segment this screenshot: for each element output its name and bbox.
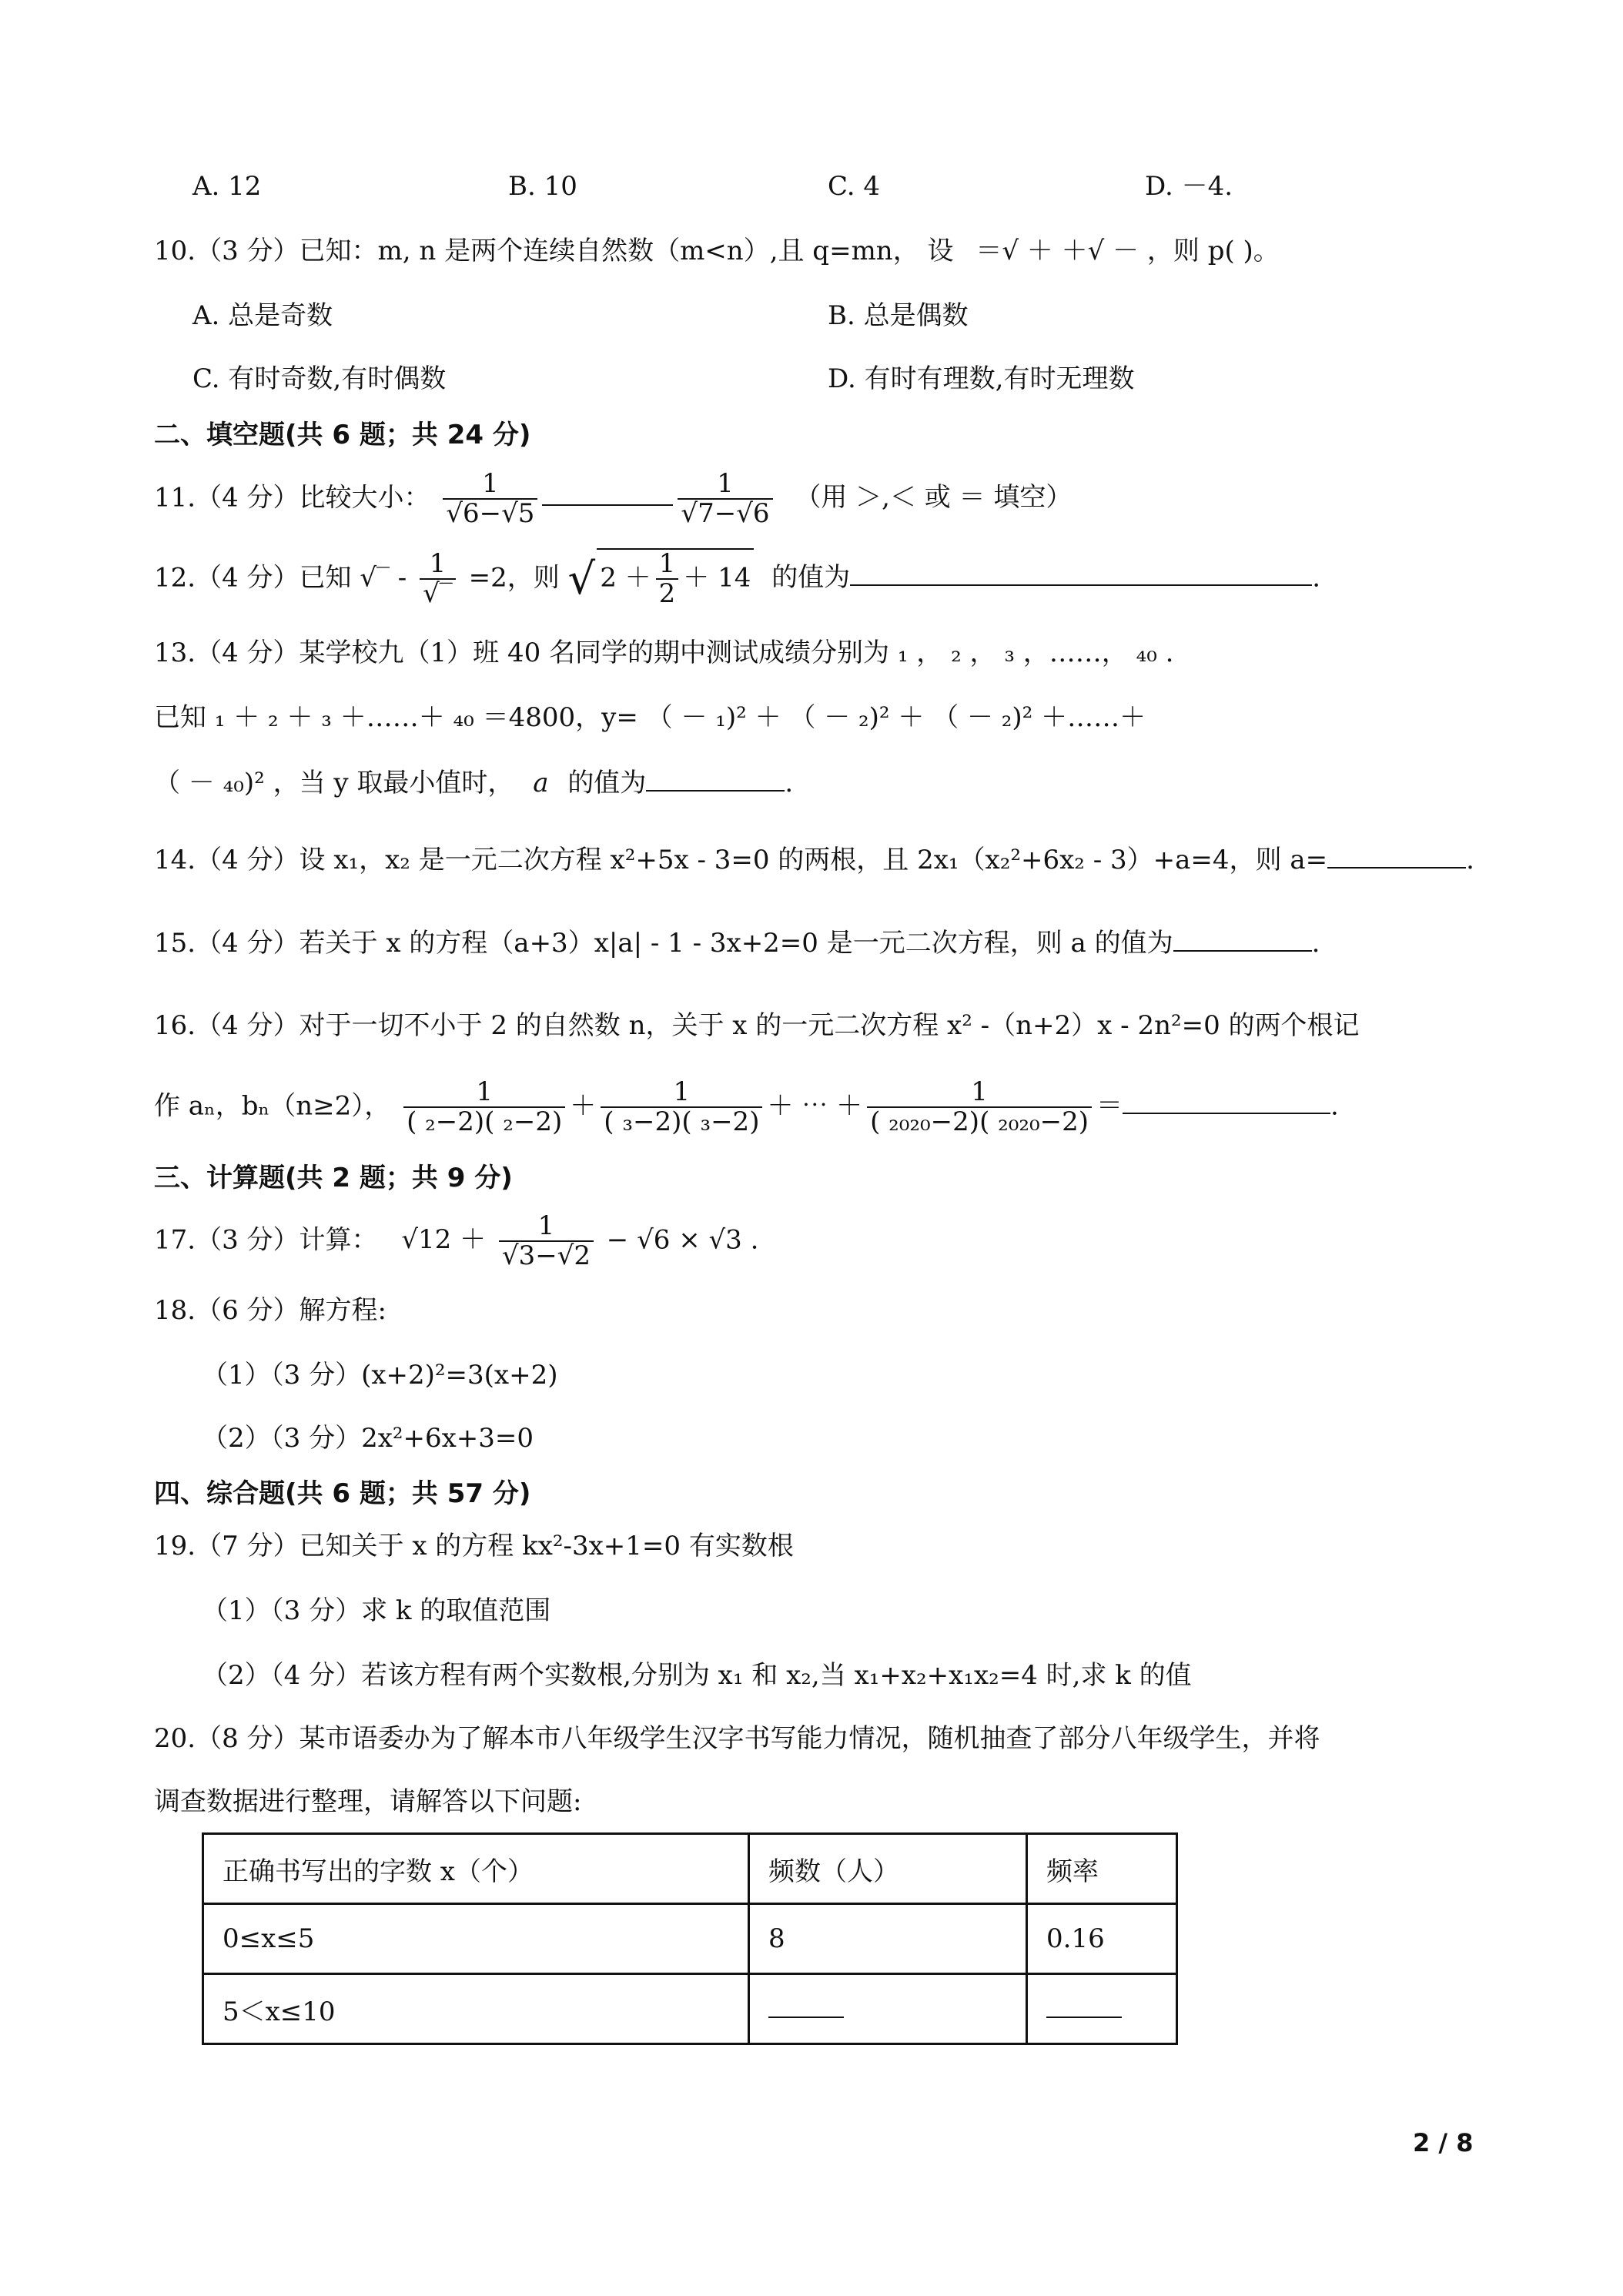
q17-fraction <box>499 1212 594 1271</box>
q16-line-1: 16.（4 分）对于一切不小于 2 的自然数 n，关于 x 的一元二次方程 x² ‑（n+2）x ‑ 2n²=0 的两个根记 <box>154 1010 1360 1041</box>
q19-part-2: （2）（4 分）若该方程有两个实数根,分别为 x₁ 和 x₂,当 x₁+x₂+x₁x₂=4 时,求 k 的值 <box>202 1660 1192 1691</box>
q10-formula: ＝√ ＋ ＋√ － ，则 p( )。 <box>975 236 1280 266</box>
table-header-cell: 正确书写出的字数 x（个） <box>203 1834 749 1904</box>
q11-fraction-1 <box>443 470 537 529</box>
q16-f3-den: ( ₂₀₂₀−2)( ₂₀₂₀−2) <box>870 1106 1089 1138</box>
page-number: 2 / 8 <box>1413 2128 1474 2157</box>
table-row <box>203 1974 1177 2044</box>
q16-equals: ＝ <box>1096 1090 1123 1122</box>
q16-prefix: 作 aₙ，bₙ（n≥2）， <box>154 1090 391 1122</box>
q18-stem: 18.（6 分）解方程: <box>154 1295 387 1326</box>
q11-f2-den: √7−√6 <box>681 498 770 530</box>
q12-radicand <box>597 548 754 609</box>
q11-f1-num: 1 <box>443 470 537 500</box>
q17-prefix: 17.（3 分）计算： <box>154 1224 378 1256</box>
q12-f-num: 1 <box>420 550 456 580</box>
q12-f-den: √‾ <box>423 578 453 610</box>
q19-part-1: （1）（3 分）求 k 的取值范围 <box>202 1595 551 1626</box>
table-cell-blank[interactable] <box>1027 1974 1177 2044</box>
q10-stem <box>154 236 1280 267</box>
table-cell: 8 <box>749 1904 1027 1974</box>
section-fill-in-heading: 二、填空题(共 6 题；共 24 分) <box>154 420 531 450</box>
table-row <box>203 1904 1177 1974</box>
table-cell: 0.16 <box>1027 1904 1177 1974</box>
q9-option-b: B. 10 <box>508 171 577 202</box>
q12-rad-b: ＋ 14 <box>683 562 751 594</box>
q11-suffix: （用 ＞,＜ 或 ＝ 填空） <box>795 482 1073 514</box>
q16-f1-num: 1 <box>403 1078 565 1108</box>
frequency-table <box>202 1832 1178 2045</box>
q10-stem-text: 10.（3 分）已知：m, n 是两个连续自然数（m<n）,且 q=mn， 设 <box>154 236 954 266</box>
q9-option-d: D. －4. <box>1145 171 1233 202</box>
q11-f2-num: 1 <box>678 470 772 500</box>
q12-mid: =2，则 <box>468 562 560 594</box>
q16-fraction-1 <box>403 1078 565 1137</box>
table-cell: 5＜x≤10 <box>203 1974 749 2044</box>
q16-fraction-3 <box>867 1078 1092 1137</box>
q14: 14.（4 分）设 x₁，x₂ 是一元二次方程 x²+5x ‑ 3=0 的两根，且 2x₁（x₂²+6x₂ ‑ 3）+a=4，则 a= . <box>154 845 1474 875</box>
q17-a: √12 ＋ <box>401 1224 487 1256</box>
q13-var-a: a <box>533 768 549 798</box>
q14-text: 14.（4 分）设 x₁，x₂ 是一元二次方程 x²+5x ‑ 3=0 的两根，且 2x₁（x₂²+6x₂ ‑ 3）+a=4，则 a= <box>154 845 1328 875</box>
q16-f1-den: ( ₂−2)( ₂−2) <box>407 1106 563 1138</box>
q16-f3-num: 1 <box>867 1078 1092 1108</box>
table-answer-blank[interactable] <box>768 1993 844 2018</box>
q11-prefix: 11.（4 分）比较大小： <box>154 482 430 514</box>
q13-line3-a: （ － ₄₀)² ，当 y 取最小值时， <box>154 768 514 798</box>
q13-line-2: 已知 ₁ ＋ ₂ ＋ ₃ ＋……＋ ₄₀ ＝4800，y= （ － ₁)² ＋ （ － ₂)² ＋ （ － ₂)² ＋……＋ <box>154 702 1146 733</box>
q16-answer-blank[interactable] <box>1123 1089 1330 1114</box>
q18-part-1: （1）（3 分）(x+2)²=3(x+2) <box>202 1360 558 1391</box>
q15-answer-blank[interactable] <box>1173 927 1312 952</box>
q11-answer-blank[interactable] <box>542 481 673 506</box>
q9-option-a: A. 12 <box>192 171 262 202</box>
q11 <box>154 470 1072 529</box>
q11-fraction-2 <box>678 470 772 529</box>
q17 <box>154 1212 758 1271</box>
q18-part-2: （2）（3 分）2x²+6x+3=0 <box>202 1423 534 1454</box>
q11-f1-den: √6−√5 <box>446 498 535 530</box>
table-answer-blank[interactable] <box>1046 1993 1122 2018</box>
table-header-row <box>203 1834 1177 1904</box>
q16-f2-num: 1 <box>601 1078 762 1108</box>
q17-f-num: 1 <box>499 1212 594 1242</box>
q13-line-3: （ － ₄₀)² ，当 y 取最小值时， a 的值为 . <box>154 768 794 798</box>
q10-option-c: C. 有时奇数,有时偶数 <box>192 363 447 394</box>
q16-dots: ＋ ⋯ ＋ <box>767 1090 863 1122</box>
section-comprehensive-heading: 四、综合题(共 6 题；共 57 分) <box>154 1478 531 1509</box>
q12-rad-fraction <box>656 550 679 609</box>
table-cell: 0≤x≤5 <box>203 1904 749 1974</box>
q14-answer-blank[interactable] <box>1327 844 1466 869</box>
table-header-cell: 频率 <box>1027 1834 1177 1904</box>
q10-option-a: A. 总是奇数 <box>192 300 333 331</box>
q16-line-2: 作 aₙ，bₙ（n≥2）， $\frac{1}{\text{( ₂−2)( ₂−2)}}$ ＋ $\frac{1}{\text{( ₃−2)( ₃−2)}}$ ＋ ⋯ ＋ $\frac{1}{\text{( ₂₀₂₀−2)( ₂₀₂₀−2)}}$ ＝ . <box>154 1076 1339 1138</box>
q12-prefix: 12.（4 分）已知 √‾ ‑ <box>154 562 407 594</box>
q12-rad-f-den: 2 <box>658 578 676 610</box>
q20-line-1: 20.（8 分）某市语委办为了解本市八年级学生汉字书写能力情况，随机抽查了部分八年级学生，并将 <box>154 1723 1320 1754</box>
section-calculation-heading: 三、计算题(共 2 题；共 9 分) <box>154 1163 513 1193</box>
q20-line-2: 调查数据进行整理，请解答以下问题: <box>154 1786 582 1817</box>
q13-answer-blank[interactable] <box>646 767 785 792</box>
q17-b: − √6 × √3 . <box>606 1224 759 1256</box>
q12-rad-a: 2 ＋ <box>600 562 651 594</box>
q10-option-d: D. 有时有理数,有时无理数 <box>828 363 1135 394</box>
q19-stem: 19.（7 分）已知关于 x 的方程 kx²‑3x+1=0 有实数根 <box>154 1531 794 1561</box>
q12-radical-sign: √ <box>567 554 596 604</box>
q13-line3-b: 的值为 <box>567 768 647 798</box>
q12: 12.（4 分）已知 √‾ ‑ $\frac{1}{√‾}$ =2，则 √ 2 ＋ $\frac{1}{2}$ ＋ 14 的值为 . <box>154 548 1320 610</box>
q15: 15.（4 分）若关于 x 的方程（a+3）x|a| ‑ 1 ‑ 3x+2=0 是一元二次方程，则 a 的值为 . <box>154 928 1320 959</box>
q9-option-c: C. 4 <box>828 171 881 202</box>
q12-rad-f-num: 1 <box>656 550 679 580</box>
table-cell-blank[interactable] <box>749 1974 1027 2044</box>
q12-fraction <box>420 550 456 609</box>
table-header-cell: 频数（人） <box>749 1834 1027 1904</box>
q16-fraction-2 <box>601 1078 762 1137</box>
q17-f-den: √3−√2 <box>501 1240 591 1272</box>
q10-option-b: B. 总是偶数 <box>828 300 969 331</box>
q13-line-1: 13.（4 分）某学校九（1）班 40 名同学的期中测试成绩分别为 ₁ ， ₂ ， ₃ ，……， ₄₀ . <box>154 638 1174 668</box>
q15-text: 15.（4 分）若关于 x 的方程（a+3）x|a| ‑ 1 ‑ 3x+2=0 是一元二次方程，则 a 的值为 <box>154 928 1173 959</box>
q12-suffix: 的值为 <box>771 562 851 594</box>
q12-answer-blank[interactable] <box>850 561 1312 586</box>
q16-f2-den: ( ₃−2)( ₃−2) <box>604 1106 760 1138</box>
